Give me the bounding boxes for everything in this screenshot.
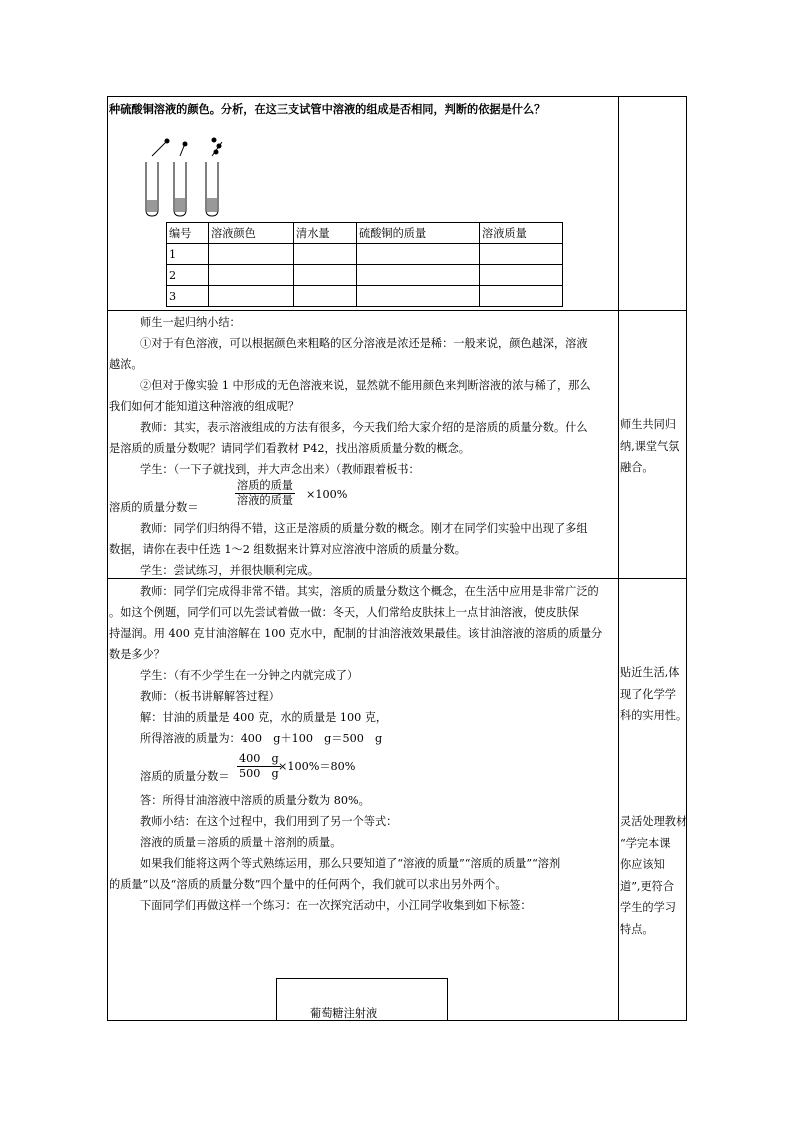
paragraph-line: 师生一起归纳小结：: [140, 316, 241, 329]
table-header: 溶液颜色: [209, 223, 294, 244]
side-note-1: [620, 414, 686, 479]
side-note-line: 科的实用性。: [620, 709, 688, 722]
side-note-line: 灵活处理教材: [620, 815, 688, 828]
table-header: 清水量: [294, 223, 357, 244]
mass-fraction-formula: [235, 479, 295, 508]
formula-prefix: 溶质的质量分数＝: [140, 770, 230, 783]
column-divider: [618, 96, 619, 1021]
paragraph-line: 解：甘油的质量是 400 克，水的质量是 100 克，: [140, 711, 388, 724]
paragraph-line: 学生：（有不少学生在一分钟之内就完成了）: [140, 669, 359, 682]
paragraph-line: 教师：同学们归纳得不错，这正是溶质的质量分数的概念。刚才在同学们实验中出现了多组: [140, 522, 588, 535]
paragraph-line: 数是多少？: [109, 648, 165, 661]
paragraph-line: 我们如何才能知道这种溶液的组成呢？: [109, 400, 300, 413]
experiment-table: [166, 222, 563, 307]
table-header: 编号: [167, 223, 209, 244]
paragraph-line: 教师：（板书讲解解答过程）: [140, 690, 280, 703]
side-note-line: 你应该知: [620, 858, 665, 871]
table-row: [167, 286, 563, 307]
side-note-line: 融合。: [620, 461, 654, 474]
side-note-line: 现了化学学: [620, 687, 676, 701]
paragraph-line: 答：所得甘油溶液中溶质的质量分数为 80%。: [140, 794, 370, 807]
table-header: 溶液质量: [480, 223, 563, 244]
table-header-row: [167, 223, 563, 244]
side-note-3: [620, 811, 686, 940]
formula-denominator: 溶液的质量: [237, 494, 293, 507]
table-header: 硫酸铜的质量: [357, 223, 480, 244]
side-note-line: 特点。: [620, 922, 654, 936]
glucose-label-box: [276, 978, 448, 1021]
side-note-line: 道”,更符合: [620, 879, 675, 893]
formula-denominator: 500 g: [239, 767, 279, 780]
table-cell: 1: [167, 244, 209, 265]
paragraph-line: 学生：（一下子就找到，并大声念出来）（教师跟着板书：: [140, 463, 420, 476]
formula-suffix: ×100%＝80%: [278, 760, 356, 773]
table-cell: 2: [167, 265, 209, 286]
test-tubes-illustration: [136, 132, 236, 222]
side-note-2: [620, 662, 686, 727]
side-note-line: 贴近生活,体: [620, 666, 680, 679]
side-note-line: 纳,课堂气氛: [620, 439, 680, 453]
table-cell: 3: [167, 286, 209, 307]
paragraph-line: 所得溶液的质量为：400 g＋100 g＝500 g: [140, 732, 383, 745]
side-note-line: “学完本课: [620, 836, 671, 850]
formula-numerator: 溶质的质量: [237, 479, 293, 492]
paragraph-line: ①对于有色溶液，可以根据颜色来粗略的区分溶液是浓还是稀：一般来说，颜色越深，溶液: [140, 337, 588, 350]
paragraph-line: 学生：尝试练习，并很快顺利完成。: [140, 564, 320, 577]
paragraph-line: 下面同学们再做这样一个练习：在一次探究活动中，小江同学收集到如下标签：: [140, 899, 532, 912]
intro-text: 种硫酸铜溶液的颜色。分析，在这三支试管中溶液的组成是否相同，判断的依据是什么？: [109, 102, 546, 116]
row-divider-1: [107, 310, 687, 311]
example-formula: [237, 752, 281, 781]
formula-suffix: ×100%: [306, 488, 348, 501]
table-row: [167, 265, 563, 286]
paragraph-line: 教师小结：在这个过程中，我们用到了另一个等式：: [140, 815, 398, 828]
row-divider-2: [107, 578, 687, 579]
paragraph-line: 教师：同学们完成得非常不错。其实，溶质的质量分数这个概念，在生活中应用是非常广泛的: [140, 585, 599, 598]
paragraph-line: 如果我们能将这两个等式熟练运用，那么只要知道了“溶液的质量”“溶质的质量”“溶剂: [140, 857, 561, 870]
formula-numerator: 400 g: [239, 752, 279, 765]
paragraph-line: 越浓。: [109, 358, 143, 371]
table-row: [167, 244, 563, 265]
side-note-line: 学生的学习: [620, 901, 676, 914]
paragraph-line: 的质量”以及“溶质的质量分数”四个量中的任何两个，我们就可以求出另外两个。: [109, 878, 507, 891]
side-note-line: 师生共同归: [620, 418, 676, 431]
paragraph-line: 是溶质的质量分数呢？请同学们看教材 P42，找出溶质质量分数的概念。: [109, 442, 470, 455]
paragraph-line: 。如这个例题，同学们可以先尝试着做一做：冬天，人们常给皮肤抹上一点甘油溶液，使皮肤保: [109, 606, 579, 619]
paragraph-line: 教师：其实，表示溶液组成的方法有很多，今天我们给大家介绍的是溶质的质量分数。什么: [140, 421, 588, 434]
paragraph-line: 持湿润。用 400 克甘油溶解在 100 克水中，配制的甘油溶液效果最佳。该甘油溶液的溶质的质量分: [109, 627, 603, 640]
paragraph-line: 溶液的质量＝溶质的质量＋溶剂的质量。: [140, 836, 342, 849]
paragraph-line: ②但对于像实验 1 中形成的无色溶液来说，显然就不能用颜色来判断溶液的浓与稀了，那么: [140, 379, 591, 392]
glucose-label-title: 葡萄糖注射液: [310, 1007, 378, 1020]
paragraph-line: 数据，请你在表中任选 1～2 组数据来计算对应溶液中溶质的质量分数。: [109, 543, 466, 556]
formula-prefix: 溶质的质量分数＝: [109, 501, 199, 514]
